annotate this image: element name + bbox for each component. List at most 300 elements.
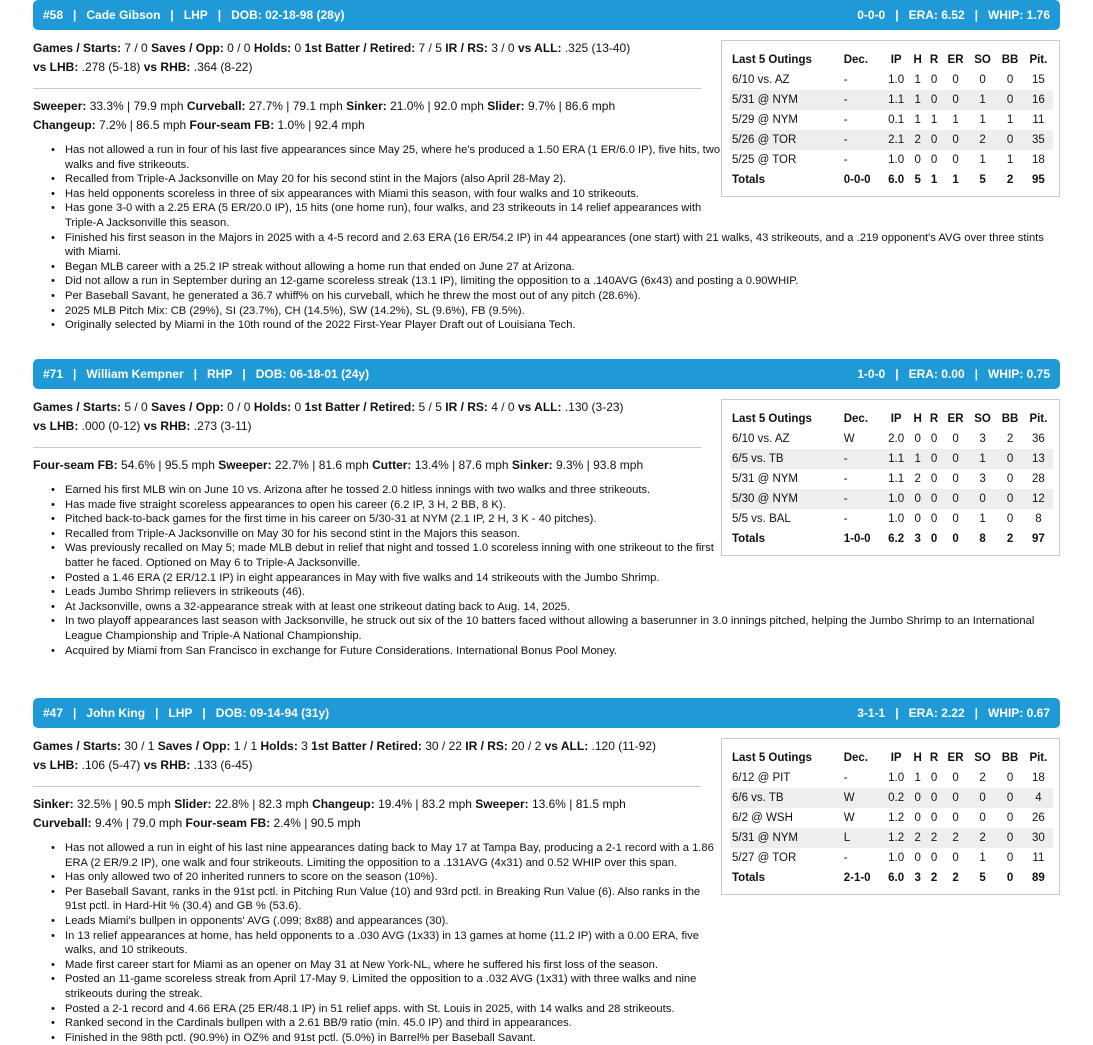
stat-label: Saves / Opp: [157,739,231,753]
stat-value: 22.7% | 81.6 mph [271,458,373,472]
stat-value: 54.6% | 95.5 mph [117,458,219,472]
table-cell: 97 [1031,533,1045,545]
stat-value: 21.0% | 92.0 mph [386,99,488,113]
column-header: ER [947,412,964,425]
stat-value: 27.7% | 79.1 mph [245,99,347,113]
note-item: • Was previously recalled on May 5; made MLB debut in relief that night and tossed 1.0 scoreless inning with one strikeout to the first batter he faced. Optioned on May 6 to Triple-A Jacksonville. [33,541,723,570]
table-cell: 0 [914,154,921,166]
table-cell: 0 [926,489,942,509]
last-5-outings-table [721,40,1060,197]
separator: | [895,706,899,720]
note-item: • Has only allowed two of 20 inherited runners to score on the season (10%). [33,870,723,885]
note-item: • Leads Miami's bullpen in opponents' AVG (.099; 8x88) and appearances (30). [33,914,723,929]
table-cell: - [843,772,848,784]
outings-header-row [730,747,1053,768]
table-cell: 5/30 @ NYM [730,489,842,509]
note-item: • In two playoff appearances last season with Jacksonville, he struck out six of the 10 batters faced without allowing a baserunner in 3.0 innings pitched, helping the Jumbo Shrimp to an International League Championship and Triple-A National Championship. [33,614,1060,643]
note-item: • At Jacksonville, owns a 32-appearance streak with at least one strikeout dating back to Aug. 14, 2025. [33,600,1060,615]
stat-line [33,795,703,814]
table-cell: 1 [969,90,996,110]
separator: | [202,706,206,720]
table-cell: 1.1 [883,449,910,469]
column-header: SO [974,53,991,66]
column-header: Pit. [1029,53,1048,66]
column-header: BB [1001,751,1019,764]
table-cell: - [843,114,848,126]
stat-value: .133 (6-45) [190,758,253,772]
table-cell: 0 [926,130,942,150]
outings-table [730,408,1053,549]
note-item: • Posted a 1.46 ERA (2 ER/12.1 IP) in eight appearances in May with five walks and 14 strikeouts with the Jumbo Shrimp. [33,571,723,586]
table-cell: 0 [930,74,938,86]
table-cell: 1.0 [888,74,905,86]
table-cell: 0 [914,513,921,525]
table-cell: 0 [952,812,959,824]
stat-label: vs RHB: [143,758,191,772]
table-cell: 6/6 vs. TB [730,788,842,808]
table-cell: 30 [1024,828,1053,848]
stat-value: .278 (5-18) [78,60,144,74]
table-cell: 2.0 [888,433,905,445]
table-cell: 0 [930,433,938,445]
column-header: SO [974,751,991,764]
table-cell: - [842,489,883,509]
table-row [730,529,1053,549]
stat-value: 0 [291,400,305,414]
table-cell: 2-1-0 [843,872,871,884]
stat-value: 9.3% | 93.8 mph [552,458,644,472]
table-cell: 2 [909,828,925,848]
column-header: Dec. [843,53,869,66]
stat-label: Four-seam FB: [189,118,275,132]
column-header: SO [974,412,991,425]
table-cell: 13 [1024,449,1053,469]
table-cell: 35 [1024,130,1053,150]
stat-line [33,116,703,135]
stat-value: 13.4% | 87.6 mph [411,458,512,472]
table-row [730,828,1053,848]
table-cell: 1 [979,154,986,166]
player-header-bar [33,698,1060,728]
table-cell: 6.2 [888,533,905,545]
table-cell: - [842,449,883,469]
table-cell: 2 [952,872,959,884]
stat-label: Sweeper: [218,458,272,472]
table-cell: 0 [1006,872,1014,884]
player-whip: WHIP: 0.75 [987,367,1050,381]
stat-value: .106 (5-47) [78,758,144,772]
stat-value: 9.4% | 79.0 mph [91,816,186,830]
table-cell: 16 [1024,90,1053,110]
stat-value: 3 [297,739,312,753]
table-cell: 3 [979,473,986,485]
table-cell: 1 [914,772,921,784]
column-header: Last 5 Outings [732,53,812,66]
stat-label: Sweeper: [33,99,87,113]
table-cell: 0 [1006,74,1014,86]
table-cell: - [843,473,848,485]
table-cell: 1.1 [883,90,910,110]
stat-value: 7 / 0 [121,41,152,55]
table-cell: 1 [952,114,959,126]
table-cell: 0 [930,772,938,784]
player-hand: LHP [168,706,193,720]
column-header: IP [890,751,902,764]
player-card-1 [33,0,1060,333]
table-cell: 3 [979,433,986,445]
table-cell: 6/10 vs. AZ [732,74,790,86]
stat-label: Curveball: [33,816,92,830]
note-item: • Did not allow a run in September during an 12-game scoreless streak (13.1 IP), limiting the opposition to a .140AVG (6x43) and posting a 0.90WHIP. [33,274,1060,289]
table-cell: 0 [909,489,925,509]
column-header: Dec. [843,412,869,425]
stat-label: vs ALL: [517,400,562,414]
table-cell: 5/5 vs. BAL [732,513,791,525]
table-cell: 0 [969,788,996,808]
table-cell: 0 [952,852,959,864]
stat-value: 3 / 0 [487,41,518,55]
table-row [730,130,1053,150]
player-era: ERA: 2.22 [908,706,965,720]
table-cell: 95 [1031,174,1045,186]
column-header: R [929,53,939,66]
table-cell: 5/27 @ TOR [732,852,797,864]
table-row [730,170,1053,190]
table-cell: 1 [930,114,938,126]
stat-label: Sinker: [511,458,553,472]
player-number: #58 [43,8,64,22]
player-era: ERA: 6.52 [908,8,965,22]
player-dob: DOB: 06-18-01 (24y) [255,367,370,381]
table-cell: 1 [979,114,986,126]
last-5-outings-table [721,738,1060,895]
table-cell: - [842,130,883,150]
player-name: Cade Gibson [86,8,161,22]
player-card-2 [33,359,1060,658]
stat-line [33,737,703,756]
table-cell: 1 [969,449,996,469]
player-record: 1-0-0 [857,367,886,381]
table-cell: W [843,433,855,445]
table-cell: 2 [914,473,921,485]
table-cell: 0 [926,90,942,110]
note-item: • Finished in the 98th pctl. (90.9%) in OZ% and 91st pctl. (5.0%) in Barrel% per Baseball Savant. [33,1031,723,1045]
table-cell: 0 [969,489,996,509]
note-item: • Originally selected by Miami in the 10th round of the 2022 First-Year Player Draft out of Louisiana Tech. [33,318,1060,333]
table-cell: 6.0 [888,872,905,884]
stat-value: 0 / 0 [223,41,254,55]
table-cell: 2 [1006,174,1014,186]
stat-value: .000 (0-12) [78,419,144,433]
stat-line [33,58,703,77]
separator: | [73,706,77,720]
player-whip: WHIP: 1.76 [987,8,1050,22]
table-cell: 0 [942,788,969,808]
divider [33,786,701,787]
table-cell: 6/12 @ PIT [732,772,791,784]
table-cell: 0 [1006,513,1014,525]
column-header: Last 5 Outings [732,412,812,425]
table-row [730,449,1053,469]
table-cell: 15 [1031,74,1045,86]
table-cell: 3 [914,872,921,884]
table-row [730,848,1053,868]
table-cell: 0 [930,513,938,525]
table-cell: 1 [979,513,986,525]
table-row [730,90,1053,110]
separator: | [974,367,978,381]
table-cell: 6/2 @ WSH [732,812,793,824]
stat-label: Changeup: [33,118,96,132]
table-cell: 0 [1006,812,1014,824]
table-cell: 1.0 [883,489,910,509]
outings-table [730,49,1053,190]
stat-label: vs RHB: [143,419,191,433]
separator: | [193,367,197,381]
table-cell: 0 [979,74,986,86]
table-cell: 5/29 @ NYM [732,114,799,126]
outings-header-row [730,49,1053,70]
stat-label: Holds: [253,400,292,414]
table-cell: 36 [1031,433,1045,445]
column-header: H [913,751,922,764]
player-number: #71 [43,367,64,381]
table-row [730,110,1053,130]
note-item: • Has made five straight scoreless appearances to open his career (6.2 IP, 3 H, 2 BB, 8 K). [33,498,723,513]
separator: | [73,8,77,22]
table-cell: 11 [1032,852,1045,864]
stat-value: 2.4% | 90.5 mph [270,816,361,830]
stat-label: IR / RS: [445,400,488,414]
table-cell: 0 [952,533,959,545]
table-cell: 0 [996,828,1023,848]
table-cell: 0 [914,812,921,824]
table-cell: 2 [909,130,925,150]
table-cell: 2 [942,828,969,848]
column-header: R [929,412,939,425]
stat-value: 32.5% | 90.5 mph [73,797,175,811]
table-cell: 2 [930,872,938,884]
table-cell: 0 [996,130,1023,150]
stat-label: 1st Batter / Retired: [304,400,416,414]
table-cell: 0 [930,812,938,824]
stat-value: .325 (13-40) [561,41,631,55]
table-cell: 0 [979,812,986,824]
stat-label: Cutter: [372,458,412,472]
table-cell: W [842,788,883,808]
table-row [730,868,1053,888]
table-cell: 5/31 @ NYM [730,828,842,848]
table-cell: 1-0-0 [843,533,871,545]
table-cell: 18 [1031,772,1045,784]
note-item: • Made first career start for Miami as an opener on May 31 at New York-NL, where he suffered his first loss of the season. [33,958,723,973]
note-item: • Has held opponents scoreless in three of six appearances with Miami this season, with four walks and 10 strikeouts. [33,187,723,202]
note-item: • Pitched back-to-back games for the first time in his career on 5/30-31 at NYM (2.1 IP, 2 H, 3 K - 40 pitches). [33,512,723,527]
table-cell: - [843,154,848,166]
stat-line [33,456,703,475]
table-row [730,768,1053,788]
stat-value: 30 / 22 [421,739,466,753]
note-item: • Per Baseball Savant, he generated a 36.7 whiff% on his curveball, which he threw the most out of any pitch (28.6%). [33,289,1060,304]
stat-label: Sinker: [33,797,74,811]
column-header: Last 5 Outings [732,751,812,764]
table-cell: 2 [1006,433,1014,445]
table-cell: 0 [996,788,1023,808]
stat-label: Curveball: [186,99,246,113]
note-item: • Per Baseball Savant, ranks in the 91st pctl. in Pitching Run Value (10) and 93rd pctl. in Breaking Run Value (6). Also ranks in the 91st pctl. in Hard-Hit % (30.4) and GB % (53.6). [33,885,723,914]
table-cell: 1 [930,174,938,186]
stat-label: Saves / Opp: [151,400,224,414]
note-item: • Recalled from Triple-A Jacksonville on May 30 for his second stint in the Majors this season. [33,527,723,542]
stat-line [33,398,703,417]
stat-label: vs RHB: [143,60,191,74]
stat-label: Holds: [260,739,298,753]
note-item: • 2025 MLB Pitch Mix: CB (29%), SI (23.7%), CH (14.5%), SW (14.2%), SL (9.6%), FB (9.5%). [33,304,1060,319]
table-row [730,489,1053,509]
table-cell: 0 [914,852,921,864]
note-item: • Has not allowed a run in four of his last five appearances since May 25, where he's produced a 1.50 ERA (1 ER/6.0 IP), five hits, two walks and five strikeouts. [33,143,723,172]
divider [33,88,701,89]
stat-label: 1st Batter / Retired: [304,41,416,55]
stat-label: Games / Starts: [33,739,122,753]
stat-label: Saves / Opp: [151,41,224,55]
table-cell: 2 [979,772,986,784]
table-cell: 1 [1006,154,1014,166]
separator: | [895,8,899,22]
stat-label: Sweeper: [475,797,529,811]
column-header: H [913,412,922,425]
stat-label: Holds: [253,41,292,55]
stat-value: 5 / 0 [121,400,152,414]
table-cell: 2 [969,828,996,848]
table-cell: 6.0 [888,174,905,186]
separator: | [242,367,246,381]
table-cell: 11 [1032,114,1045,126]
season-stats [33,39,703,77]
table-cell: 0 [952,74,959,86]
table-cell: - [843,74,848,86]
table-cell: 0 [952,513,959,525]
separator: | [170,8,174,22]
table-cell: 2 [926,828,942,848]
table-cell: 0 [926,788,942,808]
table-cell: 5/31 @ NYM [730,90,842,110]
stat-value: 0 [291,41,305,55]
stat-value: 1.0% | 92.4 mph [274,118,365,132]
table-cell: 28 [1031,473,1045,485]
note-item: • Leads Jumbo Shrimp relievers in strikeouts (46). [33,585,1060,600]
player-hand: LHP [183,8,208,22]
stat-value: 20 / 2 [507,739,545,753]
table-cell: 8 [979,533,986,545]
table-cell: 4 [1024,788,1053,808]
stat-label: vs LHB: [33,758,79,772]
table-cell: 1 [909,90,925,110]
table-cell: 1.2 [883,828,910,848]
player-dob: DOB: 09-14-94 (31y) [215,706,330,720]
table-row [730,150,1053,170]
stat-label: Four-seam FB: [33,458,118,472]
player-header-bar [33,359,1060,389]
column-header: IP [890,412,902,425]
stat-value: 22.8% | 82.3 mph [211,797,313,811]
table-cell: 0 [930,852,938,864]
stat-label: Four-seam FB: [185,816,271,830]
stat-label: vs ALL: [544,739,589,753]
stat-label: Changeup: [312,797,375,811]
table-row [730,429,1053,449]
table-cell: 8 [1035,513,1042,525]
outings-table [730,747,1053,888]
table-cell: 1 [909,449,925,469]
table-cell: Totals [732,174,766,186]
table-cell: 0 [1006,473,1014,485]
stat-value: .130 (3-23) [561,400,624,414]
stat-label: IR / RS: [445,41,488,55]
note-item: • Earned his first MLB win on June 10 vs. Arizona after he tossed 2.0 hitless innings with two walks and three strikeouts. [33,483,723,498]
player-card-3 [33,698,1060,1045]
table-row [730,808,1053,828]
column-header: BB [1001,53,1019,66]
player-header-bar [33,0,1060,30]
player-era: ERA: 0.00 [908,367,965,381]
column-header: Dec. [843,751,869,764]
column-header: ER [947,751,964,764]
table-cell: 26 [1031,812,1045,824]
stat-label: 1st Batter / Retired: [311,739,422,753]
table-cell: 0 [930,154,938,166]
stat-line [33,97,703,116]
table-cell: 0.2 [883,788,910,808]
table-cell: 0 [1006,772,1014,784]
season-stats [33,398,703,436]
separator: | [895,367,899,381]
table-cell: Totals [732,872,766,884]
stat-label: vs LHB: [33,419,79,433]
stat-line [33,39,703,58]
column-header: H [913,53,922,66]
table-cell: 6/5 vs. TB [730,449,842,469]
stat-value: 9.7% | 86.6 mph [524,99,616,113]
table-cell: Totals [732,533,766,545]
stat-line [33,417,703,436]
table-cell: 1.2 [888,812,905,824]
table-cell: L [842,828,883,848]
table-cell: 0 [996,489,1023,509]
table-cell: 12 [1024,489,1053,509]
table-cell: 18 [1031,154,1045,166]
note-item: • Acquired by Miami from San Francisco in exchange for Future Considerations. International Bonus Pool Money. [33,644,1060,659]
table-cell: 1.1 [888,473,905,485]
season-stats [33,737,703,775]
player-hand: RHP [207,367,233,381]
stat-value: 19.4% | 83.2 mph [374,797,476,811]
table-cell: 0 [952,473,959,485]
player-name: John King [86,706,146,720]
pitch-mix [33,456,703,475]
column-header: R [929,751,939,764]
stat-value: 5 / 5 [415,400,446,414]
table-cell: 0 [914,433,921,445]
note-item: • Recalled from Triple-A Jacksonville on May 20 for his second stint in the Majors (also April 28-May 2). [33,172,723,187]
stat-value: 33.3% | 79.9 mph [86,99,187,113]
table-cell: 0 [926,449,942,469]
stat-label: vs LHB: [33,60,79,74]
table-cell: 89 [1031,872,1045,884]
table-row [730,788,1053,808]
stat-value: 7.2% | 86.5 mph [95,118,190,132]
table-cell: 0 [942,90,969,110]
